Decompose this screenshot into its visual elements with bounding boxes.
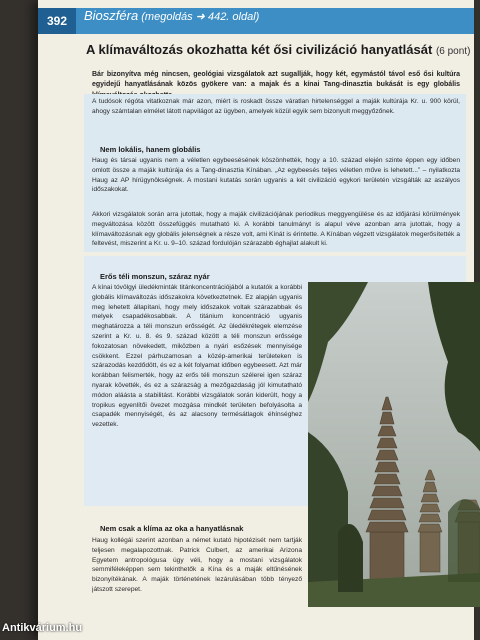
subheading-not-only-climate: Nem csak a klíma az oka a hanyatlásnak [100,524,244,533]
intro-paragraph: A tudósok régóta vitatkoznak már azon, miért is roskadt össze váratlan hirtelenséggel a maják kultúrája Kr. u. 900 körül, ahogy számtalan elmélet látott napvilágot az ügyben, amelyek közül egyik sem bizonyult meggyőzőnek. [92,98,460,115]
paragraph-global: Haug és társai ugyanis nem a véletlen egybeesésének köszönhették, hogy a 10. század elején szinte éppen egy időben omlott össze a maják kultúrája és a Tang-dinasztia Kínában. „Az egybeesés teljes véletlen műve is lehetett...” – nyilatkozta Haug az AP hírügynökségnek. A mostani kutatás során ugyanis a két civilizáció egykori területén vizsgálták az aszályos időszakokat. [92,157,460,194]
lead-paragraph: Bár bizonyítva még nincsen, geológiai vizsgálatok azt sugallják, hogy két, egymástól távol eső ősi kultúra egyidejű hanyatlásának közös gyökere van: a majak és a kínai Tang-dinasztia bukását is egy globális [92,71,460,89]
watermark: Antikvárium.hu [2,622,83,634]
pagoda-forest-photo [308,282,480,607]
subheading-monsoon: Erős téli monszun, száraz nyár [100,272,210,281]
paragraph-monsoon: A kínai tóvölgyi üledékminták titánkoncentrációjából a kutatók a korábbi globális klímaváltozás időszakokra következtetnek. Ez alapján ugyanis meg lehetett állapítani, hogy mely időszakok voltak szárazabbak és melyek csapadékosabbak. A titánium koncentráció ugyanis meghatározza a téli monszun erősségét. Az üledékrétegek elemzése szerint a Kr. u. 8. és 9. század között a téli monszun erőssége fokozatosan növekedett, miközben a nyári esőzések mennyisége csökkent. Ezzel párhuzamosan a közép-amerikai területeken is szárazodás kezdődött, és ez a két folyamat időben egybeesett. Azt már korábban felismerték, hogy az erős téli monszun szélerei igen száraz nyarak követték, és ez a szárazság a mezőgazdaság jól kimutatható módon aláásta a stabilitást. Korábbi vizsgálatok során kiderült, hogy a tropikus egyenlítői övezet mozgása mindkét területen befolyásolta a csapadék mennyiségét, és az alacsony termésátlagok éhínséghez vezettek. [92,284,302,429]
page-number: 392 [38,8,76,34]
section-title: Bioszféra [84,8,139,23]
running-head [84,8,259,34]
paragraph-not-only-climate: Haug kollégái szerint azonban a német kutató hipotézisét nem tartják teljesen megalapozottnak. Patrick Culbert, az amerikai Arizona Egyetem antropológusa úgy véli, hogy a mostani vizsgálatok semmiféleképpen sem tekinthetők a Kína és a maják eltűnésének bizonyítékának. A maják történetének lezárulásában több tényező játszott szerepet. [92,537,302,593]
book-page [38,0,474,640]
points-label: (6 pont) [435,46,471,57]
paragraph-earlier-studies: Akkori vizsgálatok során arra jutottak, hogy a maják civilizációjának periodikus meggyengülése és az időjárási körülmények megváltozása között összefüggés mutatható ki. A korábbi tanulmányt is alapul véve azonban arra jutottak, hogy a klímaváltozásnak egy globális jelenségnek a része volt, ami Kínát is érintette. A Kínában végzett vizsgálatok megerősítették a feltevést, miszerint a Kr. u. 9–10. század fordulóján szárazabb éghajlat alakult ki. [92,211,460,248]
page-header-bar [38,8,474,34]
subheading-global: Nem lokális, hanem globális [100,145,201,154]
article-title-text: A klímaváltozás okozhatta két ősi civilizáció hanyatlását [86,42,433,57]
article-title [86,42,471,57]
pagoda-forest-illustration [308,282,480,607]
solution-crossref: (megoldás ➜ 442. oldal) [141,11,260,23]
